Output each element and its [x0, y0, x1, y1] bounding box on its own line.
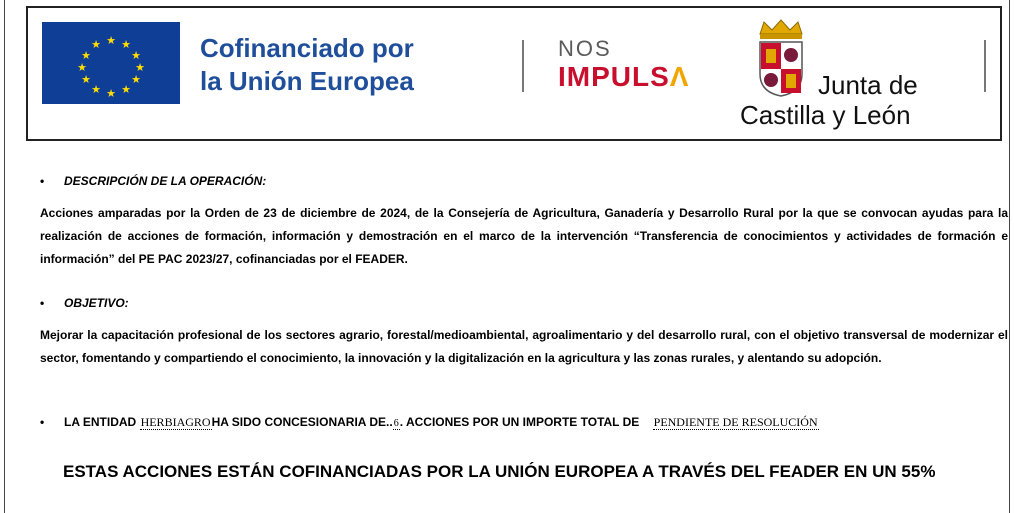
svg-text:★: ★	[106, 88, 116, 100]
eu-cofinanciado-title	[200, 32, 414, 98]
entidad-prefix: LA ENTIDAD	[64, 415, 137, 429]
jcyl-line1: Junta de	[818, 70, 918, 100]
svg-text:★: ★	[81, 50, 91, 62]
logo-divider	[522, 40, 524, 92]
bullet-icon: •	[40, 415, 45, 429]
entity-name-field: HERBIAGRO	[140, 415, 211, 429]
svg-text:★: ★	[91, 39, 101, 51]
svg-text:★: ★	[106, 35, 116, 47]
amount-field: PENDIENTE DE RESOLUCIÓN	[653, 415, 818, 429]
eu-flag-icon	[42, 22, 180, 104]
objetivo-heading	[40, 296, 129, 310]
svg-text:★: ★	[121, 84, 131, 96]
eu-stars	[77, 35, 145, 100]
eu-title-line2: la Unión Europea	[200, 66, 414, 96]
descripcion-heading-text: DESCRIPCIÓN DE LA OPERACIÓN:	[64, 174, 267, 188]
header-logos	[26, 6, 1002, 141]
cofinanciacion-statement: ESTAS ACCIONES ESTÁN COFINANCIADAS POR LA UNIÓN EUROPEA A TRAVÉS DEL FEADER EN UN 55%	[63, 462, 936, 481]
svg-text:★: ★	[131, 74, 141, 86]
castilla-leon-seal-icon	[752, 16, 810, 100]
bullet-icon: •	[40, 174, 45, 188]
descripcion-body: Acciones amparadas por la Orden de 23 de diciembre de 2024, de la Consejería de Agricultura, Ganadería y Desarrollo Rural por la que se convocan ayudas para la realización de acciones de formación, información y demostración en el marco de la intervención “Transferencia de conocimientos y actividades de formación e información” del PE PAC 2023/27, cofinanciadas por el FEADER.	[40, 206, 1008, 266]
nos-impulsa-top: NOS	[558, 36, 612, 61]
impulsa-accent-icon: Λ	[669, 61, 690, 92]
svg-text:★: ★	[135, 62, 145, 74]
entidad-line	[40, 415, 819, 430]
eu-title-line1: Cofinanciado por	[200, 33, 414, 63]
entidad-middle2: . ACCIONES POR UN IMPORTE TOTAL DE	[399, 415, 640, 429]
svg-text:★: ★	[121, 39, 131, 51]
nos-impulsa-logo	[558, 61, 689, 93]
objetivo-body: Mejorar la capacitación profesional de los sectores agrario, forestal/medioambiental, agroalimentario y del desarrollo rural, con el objetivo transversal de modernizar el sector, fomentando y compartiendo el conocimiento, la innovación y la digitalización en la agricultura y las zonas rurales, y alentando su adopción.	[40, 328, 1008, 365]
svg-text:★: ★	[77, 62, 87, 74]
svg-text:★: ★	[91, 84, 101, 96]
logo-divider-right	[984, 40, 986, 92]
objetivo-heading-text: OBJETIVO:	[64, 296, 129, 310]
impulsa-word: IMPULS	[558, 61, 670, 92]
svg-text:★: ★	[131, 50, 141, 62]
bullet-icon: •	[40, 296, 45, 310]
num-actions-field: 6	[393, 418, 399, 429]
svg-text:★: ★	[81, 74, 91, 86]
entidad-dots: ..	[386, 415, 393, 429]
entidad-middle: HA SIDO CONCESIONARIA DE	[211, 415, 387, 429]
descripcion-heading	[40, 174, 266, 188]
jcyl-line2: Castilla y León	[740, 100, 911, 130]
